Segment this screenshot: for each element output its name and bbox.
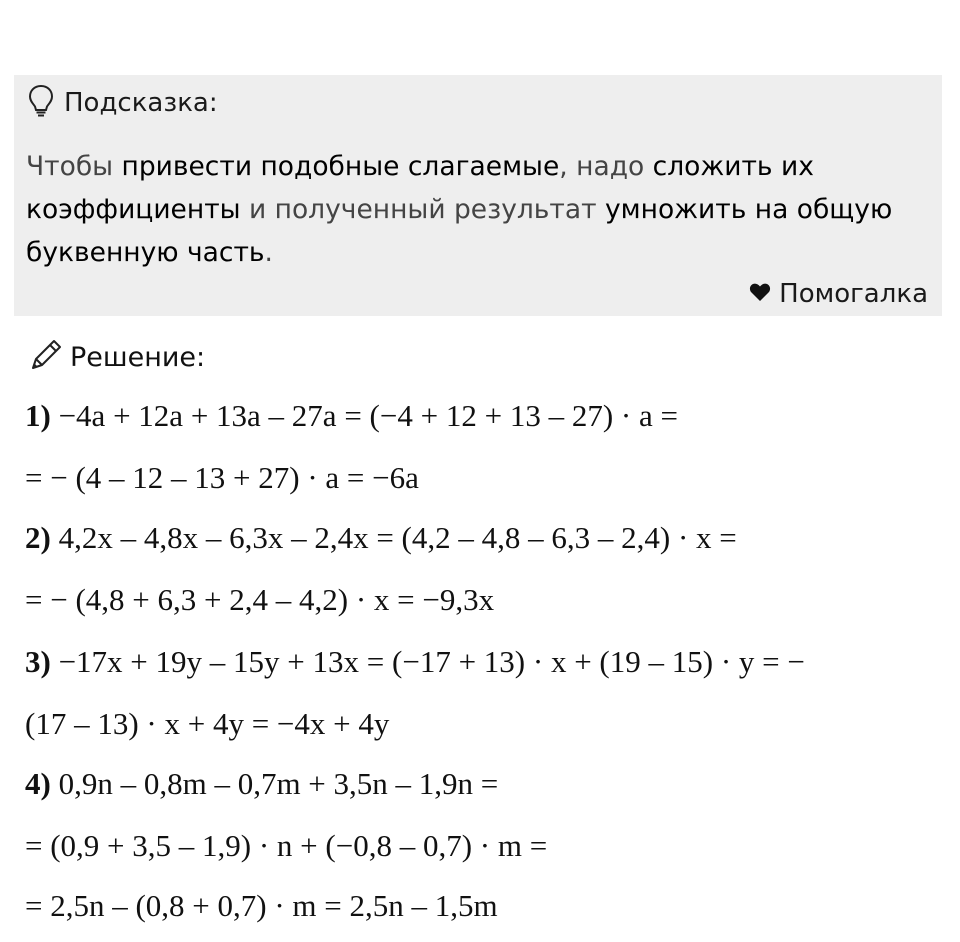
hint-text-part: и полученный результат bbox=[240, 194, 605, 225]
math-expression: = − (4 – 12 – 13 + 27) · a = −6a bbox=[25, 460, 419, 495]
solution-line bbox=[25, 888, 498, 924]
solution-line bbox=[25, 644, 805, 680]
solution-line bbox=[25, 766, 498, 802]
hint-text bbox=[26, 145, 931, 274]
hint-text-bold: умножить на общую bbox=[604, 194, 893, 225]
math-expression: 0,9n – 0,8m – 0,7m + 3,5n – 1,9n = bbox=[50, 766, 499, 801]
hint-text-part: . bbox=[264, 237, 273, 268]
task-number: 2) bbox=[25, 520, 51, 555]
hint-box bbox=[14, 75, 942, 316]
hint-text-bold: коэффициенты bbox=[26, 194, 241, 225]
math-expression: −4a + 12a + 13a – 27a = (−4 + 12 + 13 – 27) · a = bbox=[50, 398, 678, 433]
solution-line bbox=[25, 460, 419, 496]
solution-line bbox=[25, 706, 389, 742]
heart-icon bbox=[749, 279, 771, 309]
lightbulb-icon bbox=[28, 84, 54, 122]
solution-header bbox=[28, 336, 205, 378]
hint-text-bold: сложить их bbox=[652, 151, 814, 182]
hint-title: Подсказка: bbox=[64, 88, 218, 118]
math-expression: −17x + 19y – 15y + 13x = (−17 + 13) · x + (19 – 15) · y = − bbox=[50, 644, 805, 679]
math-expression: 4,2x – 4,8x – 6,3x – 2,4x = (4,2 – 4,8 – 6,3 – 2,4) · x = bbox=[50, 520, 737, 555]
hint-text-part: , надо bbox=[559, 151, 653, 182]
math-expression: = − (4,8 + 6,3 + 2,4 – 4,2) · x = −9,3x bbox=[25, 582, 495, 617]
math-expression: (17 – 13) · x + 4y = −4x + 4y bbox=[25, 706, 390, 741]
solution-line bbox=[25, 398, 678, 434]
hint-text-part: Чтобы bbox=[26, 151, 122, 182]
solution-line bbox=[25, 582, 494, 618]
task-number: 4) bbox=[25, 766, 51, 801]
task-number: 3) bbox=[25, 644, 51, 679]
task-number: 1) bbox=[25, 398, 51, 433]
hint-text-bold: буквенную часть bbox=[26, 237, 265, 268]
solution-line bbox=[25, 828, 547, 864]
solution-title: Решение: bbox=[70, 341, 206, 373]
hint-header bbox=[28, 85, 218, 121]
pencil-icon bbox=[28, 337, 64, 377]
brand-name: Помогалка bbox=[779, 279, 928, 309]
hint-text-bold: привести подобные слагаемые bbox=[121, 151, 560, 182]
solution-line bbox=[25, 520, 737, 556]
math-expression: = 2,5n – (0,8 + 0,7) · m = 2,5n – 1,5m bbox=[25, 888, 498, 923]
math-expression: = (0,9 + 3,5 – 1,9) · n + (−0,8 – 0,7) · m = bbox=[25, 828, 548, 863]
brand-attribution bbox=[749, 274, 928, 314]
